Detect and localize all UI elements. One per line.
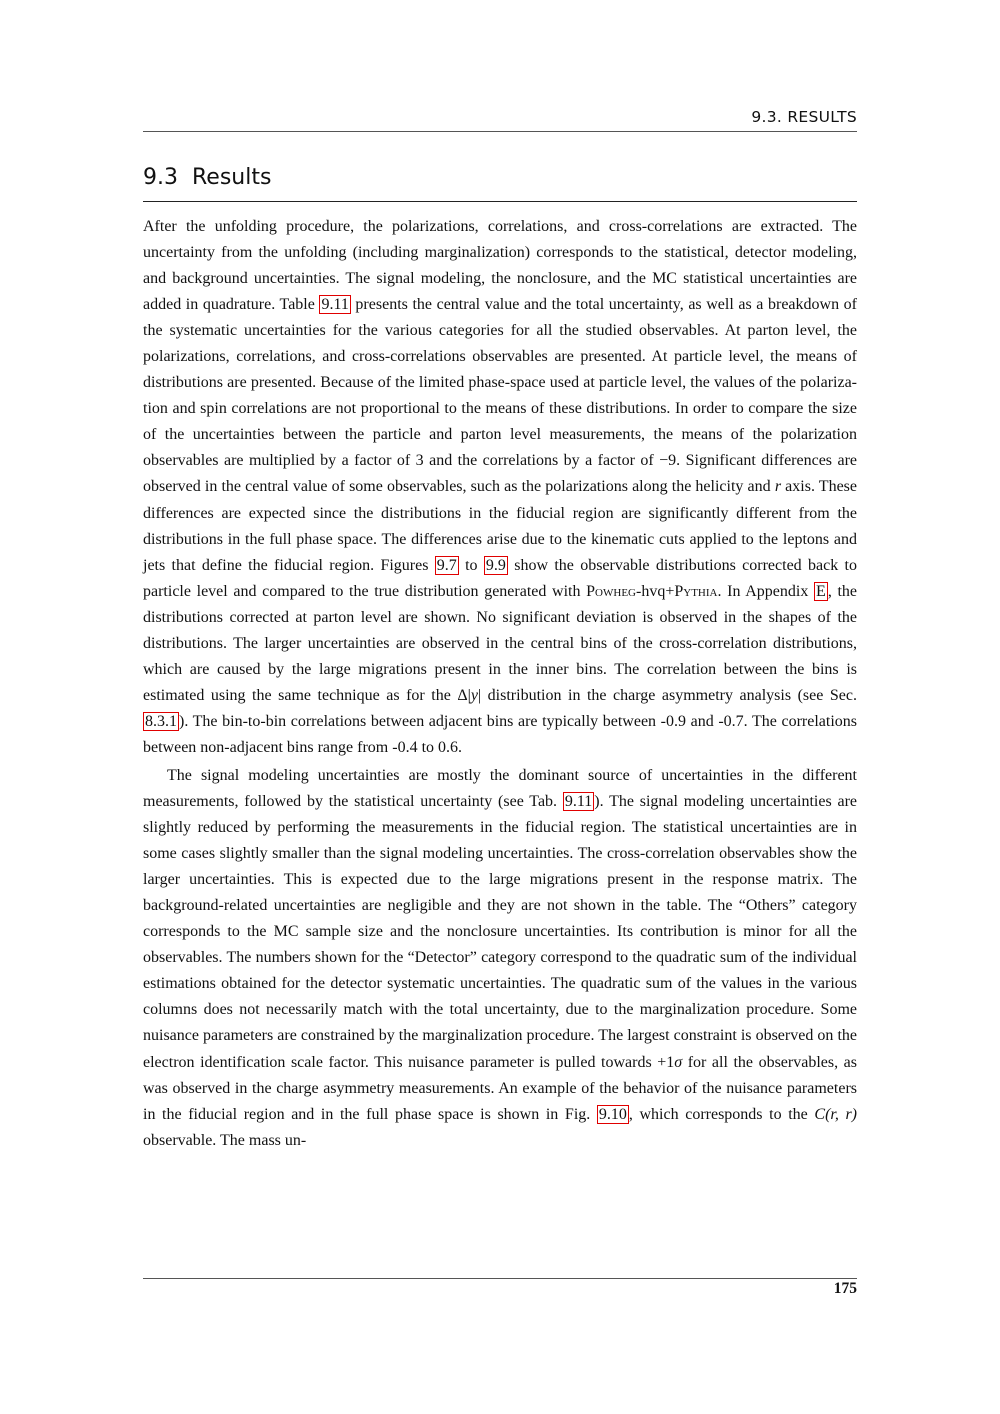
section-title: Results	[192, 165, 272, 190]
section-rule	[143, 201, 857, 202]
table-ref-link[interactable]: 9.11	[321, 296, 349, 314]
math-arguments: (r, r)	[825, 1105, 858, 1123]
math-symbol: σ	[674, 1053, 683, 1071]
text-run: for all the observables, as was observed in the charge asymmetry measurements. An example of the behavior of the nuisance parameters in the fiducial region and in the full phase space is shown in Fig.	[143, 1053, 857, 1123]
text-run: , the distributions corrected at parton level are shown. No significant deviation is observed in the shapes of the distributions. The larger uncertainties are observed in the central bins of the cross-correlation distributions, which are caused by the large migrations present in the inner bins. The correlation between the bins is estimated using the same technique as for the Δ|	[143, 582, 858, 704]
figure-ref-link[interactable]: 9.9	[485, 556, 506, 574]
paragraph-2	[143, 763, 857, 1154]
text-run: . In Appendix	[717, 582, 815, 600]
section-heading	[143, 165, 857, 190]
math-function: C	[814, 1105, 826, 1123]
section-ref-link[interactable]: 8.3.1	[145, 712, 177, 730]
running-header: 9.3. RESULTS	[751, 108, 857, 126]
figure-ref-link[interactable]: 9.7	[436, 556, 457, 574]
text-run: The signal modeling uncertainties are mostly the dominant source of uncertainties in the different measurements, followed by the statistical uncertainty (see Tab.	[143, 766, 857, 811]
generator-name: Pythia	[674, 582, 718, 600]
paragraph-1	[143, 214, 857, 761]
footer-rule	[143, 1278, 857, 1279]
body-text	[143, 214, 857, 1154]
text-run: , which corresponds to the	[628, 1105, 815, 1123]
text-run: After the unfolding procedure, the polarizations, correlations, and cross-correlations are extracted. The uncertainty from the unfolding (including marginalization) corresponds to the statistical, detector modeling, and background uncertainties. The signal modeling, the nonclosure, and the MC statistical uncertainties are added in quadrature. Table	[143, 218, 857, 314]
text-run: ). The bin-to-bin correlations between adjacent bins are typically between -0.9 and -0.7. The correlations between non-adjacent bins range from -0.4 to 0.6.	[143, 712, 857, 756]
text-run: -hvq+	[636, 582, 675, 600]
text-run: observable. The mass un-	[143, 1131, 307, 1149]
text-run: to	[458, 556, 484, 574]
table-ref-link[interactable]: 9.11	[564, 793, 593, 811]
text-run: axis. These differences are expected since the distributions in the fiducial region are significantly different from the distributions in the full phase space. The differences arise due to the kinematic cuts applied to the leptons and jets that define the fiducial region. Figures	[143, 478, 858, 574]
text-run: ). The signal modeling uncertainties are slightly reduced by performing the measurements in the fiducial region. The statistical uncertainties are in some cases slightly smaller than the signal modeling uncertainties. The cross-correlation observables show the larger uncertainties. This is expected due to the large migrations present in the response matrix. The background-related uncertainties are negligible and they are not shown in the table. The “Others” category corresponds to the MC sample size and the nonclosure uncertainties. Its contribution is minor for all the observables. The numbers shown for the “Detector” category correspond to the quadratic sum of the individual estimations obtained for the detector systematic uncertainties. The quadratic sum of the values in the various columns does not necessarily match with the total uncertainty, due to the marginalization procedure. Some nuisance parameters are constrained by the marginalization procedure. The largest constraint is observed on the electron identification scale factor. This nuisance parameter is pulled towards +1	[143, 793, 858, 1071]
text-run: | distribution in the charge asymmetry analysis (see Sec.	[477, 686, 857, 704]
header-rule	[143, 131, 857, 132]
page-number: 175	[833, 1280, 857, 1297]
math-variable: r	[774, 478, 782, 496]
section-number: 9.3	[143, 165, 178, 190]
text-run: presents the central value and the total uncertainty, as well as a breakdown of the systematic uncertainties for the various categories for all the studied observables. At parton level, the polarizations, correlations, and cross-correlations observables are presented. At particle level, the means of distributions are presented. Because of the limited phase-space used at particle level, the values of the polarization and spin correlations are not proportional to the means of these distributions. In order to compare the size of the uncertainties between the particle and parton level measurements, the means of the polarization observables are multiplied by a factor of 3 and the correlations by a factor of −9. Significant differences are observed in the central value of some observables, such as the polarizations along the helicity and	[143, 296, 857, 496]
appendix-ref-link[interactable]: E	[816, 582, 826, 600]
math-variable: y	[470, 686, 478, 704]
text-run: show the observable distributions corrected back to particle level and compared to the true distribution generated with	[143, 556, 857, 600]
generator-name: Powheg	[586, 582, 636, 600]
figure-ref-link[interactable]: 9.10	[598, 1105, 627, 1123]
